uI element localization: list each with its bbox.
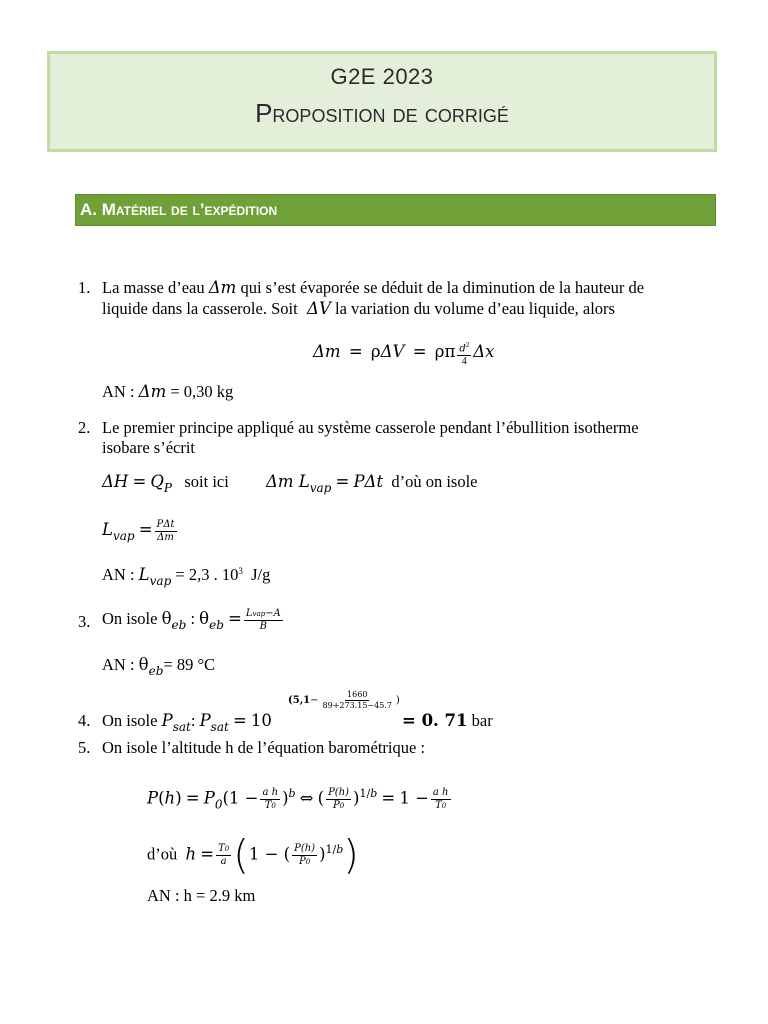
q5-equation-1: $P(h) = P_0(1$ − $\frac{\text{a h}}{T0}$ )$^b$ ⇔ ( $\frac{P(h)}{P0}$ )$^{1/b}$ = 1 − $\frac{\text{a h}}{T0}$ bbox=[147, 787, 449, 812]
q4-exp-den: 89+273.15−45.7 bbox=[322, 701, 392, 710]
q2-an: AN : $L_{vap} = 2,3$ . $10^3$ J/g bbox=[102, 565, 271, 588]
q4-result bbox=[402, 711, 493, 731]
q5-dou: d’où bbox=[147, 844, 178, 864]
section-header: A. Matériel de l’expédition bbox=[75, 194, 716, 226]
q1-text-b: qui s’est évaporée se déduit de la diminution de la hauteur de bbox=[240, 278, 645, 297]
q4-result-value: = 0. 71 bbox=[402, 711, 468, 730]
q5-number: 5. bbox=[78, 738, 91, 757]
q2-line2: isobare s’écrit bbox=[102, 438, 195, 457]
q4-exponent: (5,1− $\frac{1660}{89+273.15-45.7}$ ) bbox=[288, 690, 400, 710]
q2-equation: $\Delta H = Q_P$ soit ici Δm $L_{vap} = P\Delta t$ d’où on isole bbox=[102, 472, 478, 495]
document-subtitle: Proposition de corrigé bbox=[255, 98, 509, 128]
title-box bbox=[47, 51, 717, 152]
q5-line: On isole l’altitude h de l’équation barométrique : bbox=[102, 738, 426, 757]
q3-line: On isole $\theta_{eb}$ : $\theta_{eb}$ = $\frac{\text{Lvap−A}}{B}$ bbox=[102, 607, 281, 632]
q1-number: 1. bbox=[78, 278, 91, 297]
q2-an-label: AN : bbox=[102, 565, 135, 584]
q4-exp-const: 5,1 bbox=[292, 694, 311, 706]
q3-an-label: AN : bbox=[102, 655, 135, 674]
q1-text-a: La masse d’eau bbox=[102, 278, 205, 297]
q1-an-value: = 0,30 kg bbox=[170, 382, 234, 401]
q4-exp-num: 1660 bbox=[347, 690, 368, 699]
q4-number: 4. bbox=[78, 711, 91, 730]
q2-lvap-formula: $L_{vap}$ = $\frac{\text{PΔt}}{\Delta m}$ bbox=[102, 518, 175, 543]
q2-an-exp: 3 bbox=[238, 566, 243, 576]
q1-text-c: liquide dans la casserole. Soit bbox=[102, 299, 298, 318]
q1-equation: Δm = ρΔV = ρπ $\frac{d^2}{4}$ Δx bbox=[313, 340, 495, 367]
q2-an-unit: J/g bbox=[251, 565, 271, 584]
q1-line2: liquide dans la casserole. Soit ΔV la variation du volume d’eau liquide, alors bbox=[102, 299, 615, 318]
q3-an-value: = 89 °C bbox=[163, 655, 216, 674]
q4-unit: bar bbox=[471, 711, 493, 730]
q2-dou-isole: d’où on isole bbox=[391, 472, 478, 491]
q2-an-value: = 2,3 . 10 bbox=[175, 565, 239, 584]
q1-line1: La masse d’eau Δm qui s’est évaporée se déduit de la diminution de la hauteur de bbox=[102, 278, 645, 297]
q3-an: AN : $\theta_{eb}= 89$ °C bbox=[102, 655, 216, 678]
q3-number: 3. bbox=[78, 612, 91, 631]
q4-text: On isole bbox=[102, 711, 158, 730]
q1-an-label: AN : bbox=[102, 382, 135, 401]
q2-number: 2. bbox=[78, 418, 91, 437]
q2-line1: Le premier principe appliqué au système casserole pendant l’ébullition isotherme bbox=[102, 418, 639, 437]
q1-text-d: la variation du volume d’eau liquide, alors bbox=[335, 299, 615, 318]
q1-an: AN : Δm = 0,30 kg bbox=[102, 382, 234, 401]
q5-equation-2: d’où h = $\frac{T0}{a}$ (1 − ( $\frac{P(h)}{P0}$ )$^{1/b}$) bbox=[147, 832, 359, 879]
document-title: G2E 2023 bbox=[330, 64, 434, 89]
q2-soit-ici: soit ici bbox=[184, 472, 229, 491]
q3-text: On isole bbox=[102, 609, 158, 628]
q4-line: On isole $P_{sat}$: $P_{sat} = 10$ bbox=[102, 711, 272, 734]
q5-an: AN : h = 2.9 km bbox=[147, 886, 256, 905]
